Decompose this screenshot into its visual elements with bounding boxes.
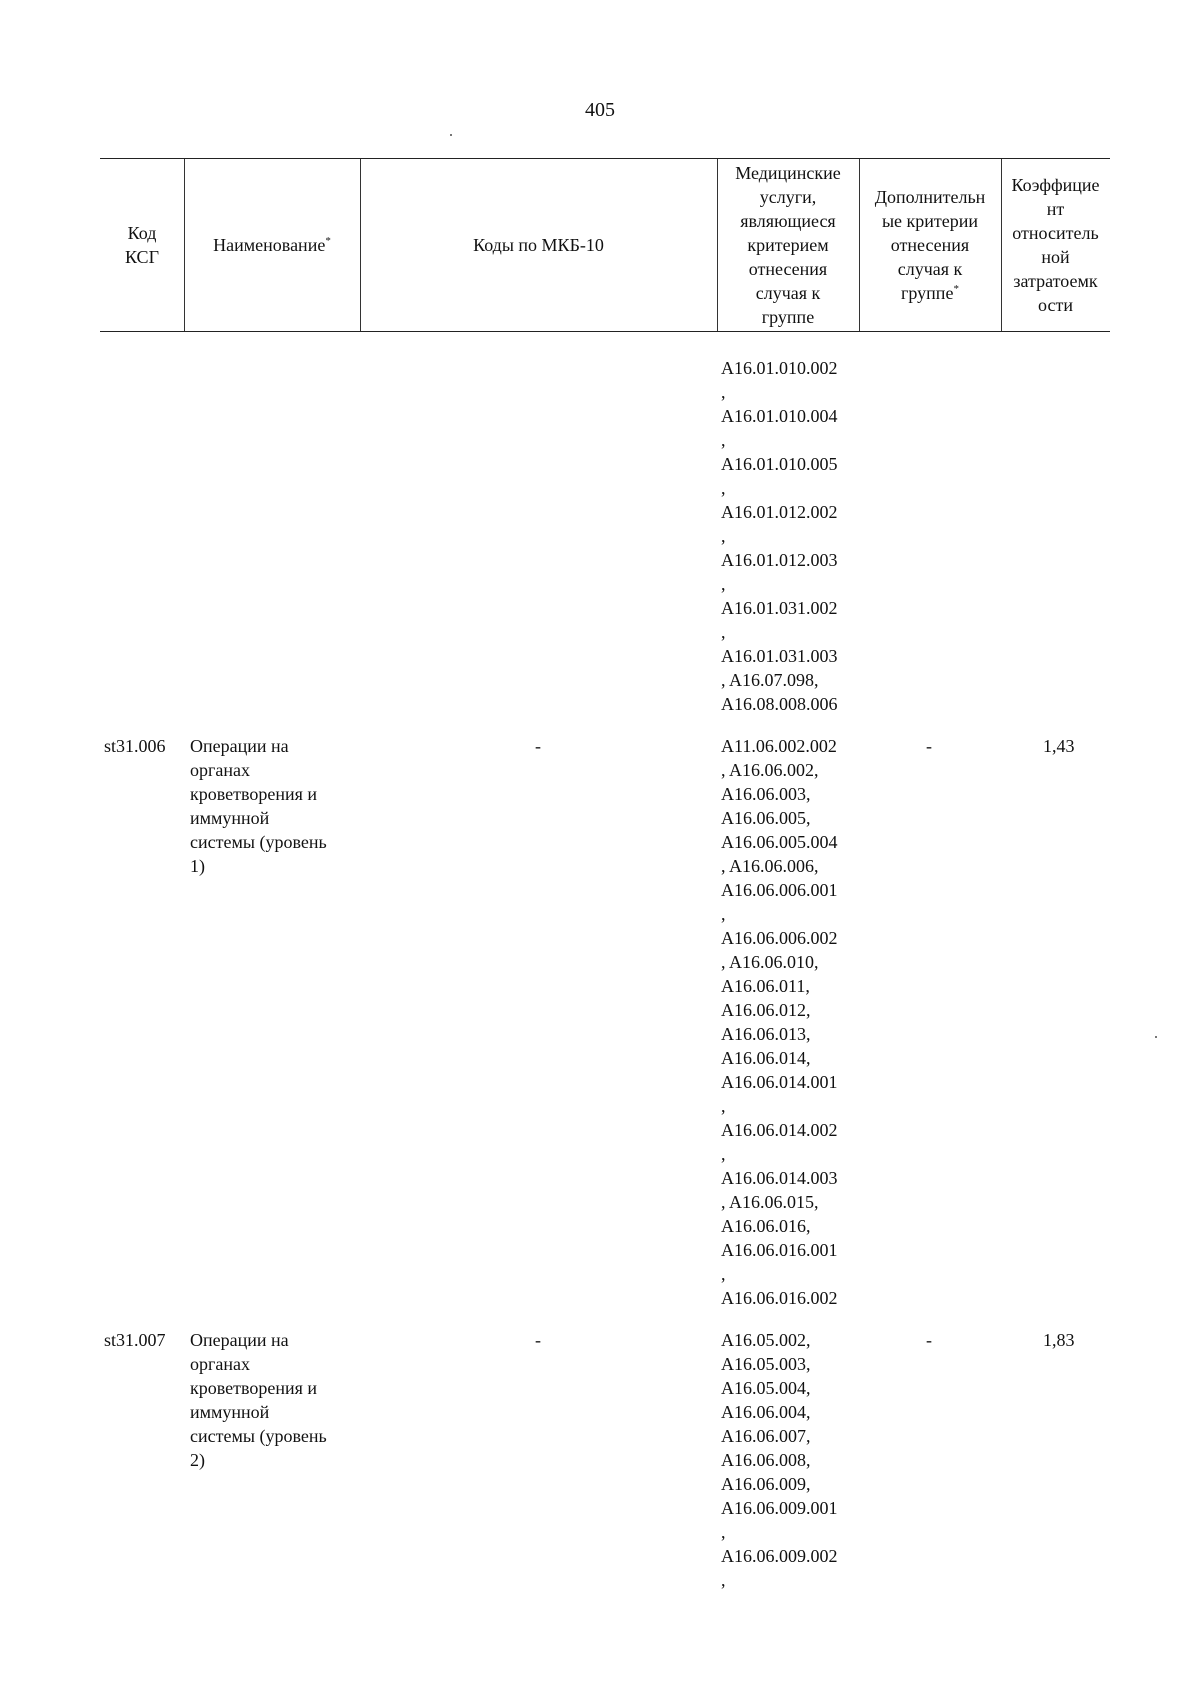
header-coef-line: ости bbox=[1038, 295, 1073, 315]
header-extra-line: группе bbox=[901, 283, 954, 303]
service-code-line: , bbox=[721, 430, 726, 450]
scan-speck bbox=[450, 134, 452, 136]
service-code-line: A16.06.009, bbox=[721, 1474, 811, 1494]
service-code-line: A16.06.008, bbox=[721, 1450, 811, 1470]
service-code-line: A16.08.008.006 bbox=[721, 694, 838, 714]
service-code-line: A16.06.005, bbox=[721, 808, 811, 828]
header-extra-line: отнесения bbox=[890, 235, 970, 255]
service-code-line: , bbox=[721, 1096, 726, 1116]
header-coef-line: ной bbox=[1041, 247, 1070, 267]
service-code-line: , bbox=[721, 904, 726, 924]
service-code-line: A16.06.014, bbox=[721, 1048, 811, 1068]
row-coef: 1,43 bbox=[1043, 736, 1075, 756]
header-services-line: случая к bbox=[755, 283, 821, 303]
row-mkb: - bbox=[535, 736, 541, 756]
service-code-line: , bbox=[721, 526, 726, 546]
header-services-line: отнесения bbox=[748, 259, 828, 279]
table-header bbox=[100, 158, 1110, 332]
header-extra-line: Дополнительн bbox=[874, 187, 986, 207]
row-name-line: органах bbox=[190, 760, 250, 780]
service-code-line: A16.06.009.002 bbox=[721, 1546, 838, 1566]
header-services bbox=[717, 159, 859, 331]
service-code-line: , bbox=[721, 478, 726, 498]
row-code: st31.006 bbox=[104, 736, 166, 756]
service-code-line: , A16.06.002, bbox=[721, 760, 819, 780]
service-code-line: A16.06.011, bbox=[721, 976, 810, 996]
service-code-line: A16.06.014.001 bbox=[721, 1072, 838, 1092]
header-coef-line: затратоемк bbox=[1013, 271, 1098, 291]
service-code-line: A16.06.012, bbox=[721, 1000, 811, 1020]
header-name-text: Наименование bbox=[213, 235, 326, 255]
row-name-line: кроветворения и bbox=[190, 784, 318, 804]
row-name-line: кроветворения и bbox=[190, 1378, 318, 1398]
row-name-line: 2) bbox=[190, 1450, 205, 1470]
row-name bbox=[190, 734, 360, 878]
row-name-line: системы (уровень bbox=[190, 832, 327, 852]
header-extra-line: ые критерии bbox=[881, 211, 979, 231]
service-code-line: , bbox=[721, 1522, 726, 1542]
service-code-line: , A16.06.010, bbox=[721, 952, 819, 972]
header-services-line: критерием bbox=[747, 235, 829, 255]
header-coef bbox=[1001, 159, 1110, 331]
service-code-line: A16.01.012.002 bbox=[721, 502, 838, 522]
row-name-line: органах bbox=[190, 1354, 250, 1374]
row-name bbox=[190, 1328, 360, 1472]
header-extra-footnote-mark: * bbox=[953, 283, 959, 295]
header-code-line: Код bbox=[127, 223, 157, 243]
service-code-line: , bbox=[721, 1264, 726, 1284]
header-services-line: являющиеся bbox=[740, 211, 836, 231]
service-code-line: A16.06.016, bbox=[721, 1216, 811, 1236]
row-name-line: иммунной bbox=[190, 1402, 270, 1422]
row-extra: - bbox=[926, 1330, 932, 1350]
header-services-line: услуги, bbox=[759, 187, 817, 207]
header-mkb-text: Коды по МКБ-10 bbox=[473, 235, 604, 255]
service-code-line: A16.05.004, bbox=[721, 1378, 811, 1398]
header-coef-line: нт bbox=[1046, 199, 1065, 219]
service-code-line: , bbox=[721, 1570, 726, 1590]
header-coef-line: относитель bbox=[1012, 223, 1099, 243]
service-code-line: A16.06.006.002 bbox=[721, 928, 838, 948]
service-code-line: A16.01.010.005 bbox=[721, 454, 838, 474]
row-services bbox=[721, 1328, 838, 1592]
service-code-line: , bbox=[721, 382, 726, 402]
page-number: 405 bbox=[585, 99, 615, 121]
service-code-line: A16.01.010.004 bbox=[721, 406, 838, 426]
service-code-line: A16.06.005.004 bbox=[721, 832, 838, 852]
service-code-line: , bbox=[721, 1144, 726, 1164]
row-extra: - bbox=[926, 736, 932, 756]
service-code-line: , bbox=[721, 574, 726, 594]
service-code-line: A16.06.016.002 bbox=[721, 1288, 838, 1308]
header-code bbox=[100, 159, 184, 331]
service-code-line: A16.06.014.002 bbox=[721, 1120, 838, 1140]
service-code-line: , bbox=[721, 622, 726, 642]
header-extra-line: случая к bbox=[897, 259, 963, 279]
header-name-footnote-mark: * bbox=[325, 235, 331, 247]
service-code-line: A16.06.009.001 bbox=[721, 1498, 838, 1518]
row-name-line: Операции на bbox=[190, 736, 289, 756]
header-coef-line: Коэффицие bbox=[1011, 175, 1100, 195]
row-coef: 1,83 bbox=[1043, 1330, 1075, 1350]
service-code-line: A11.06.002.002 bbox=[721, 736, 837, 756]
service-code-line: , A16.06.015, bbox=[721, 1192, 819, 1212]
service-code-line: A16.01.031.003 bbox=[721, 646, 838, 666]
row-mkb: - bbox=[535, 1330, 541, 1350]
header-extra bbox=[859, 159, 1001, 331]
service-code-line: , A16.06.006, bbox=[721, 856, 819, 876]
service-code-line: A16.01.012.003 bbox=[721, 550, 838, 570]
service-code-line: A16.06.006.001 bbox=[721, 880, 838, 900]
service-code-line: A16.06.016.001 bbox=[721, 1240, 838, 1260]
service-code-line: , A16.07.098, bbox=[721, 670, 819, 690]
scan-speck bbox=[1155, 1036, 1157, 1038]
service-code-line: A16.06.003, bbox=[721, 784, 811, 804]
service-code-line: A16.06.014.003 bbox=[721, 1168, 838, 1188]
continuation-services bbox=[721, 356, 838, 716]
header-mkb bbox=[360, 159, 717, 331]
service-code-line: A16.05.003, bbox=[721, 1354, 811, 1374]
service-code-line: A16.01.010.002 bbox=[721, 358, 838, 378]
row-name-line: иммунной bbox=[190, 808, 270, 828]
row-name-line: 1) bbox=[190, 856, 205, 876]
service-code-line: A16.05.002, bbox=[721, 1330, 811, 1350]
service-code-line: A16.06.013, bbox=[721, 1024, 811, 1044]
row-code: st31.007 bbox=[104, 1330, 166, 1350]
header-extra-line-wrap bbox=[875, 281, 986, 305]
header-name bbox=[184, 159, 360, 331]
row-name-line: Операции на bbox=[190, 1330, 289, 1350]
header-services-line: Медицинские bbox=[735, 163, 841, 183]
row-name-line: системы (уровень bbox=[190, 1426, 327, 1446]
header-services-line: группе bbox=[761, 307, 815, 327]
header-code-line: КСГ bbox=[125, 247, 159, 267]
row-services bbox=[721, 734, 838, 1310]
service-code-line: A16.01.031.002 bbox=[721, 598, 838, 618]
service-code-line: A16.06.004, bbox=[721, 1402, 811, 1422]
service-code-line: A16.06.007, bbox=[721, 1426, 811, 1446]
